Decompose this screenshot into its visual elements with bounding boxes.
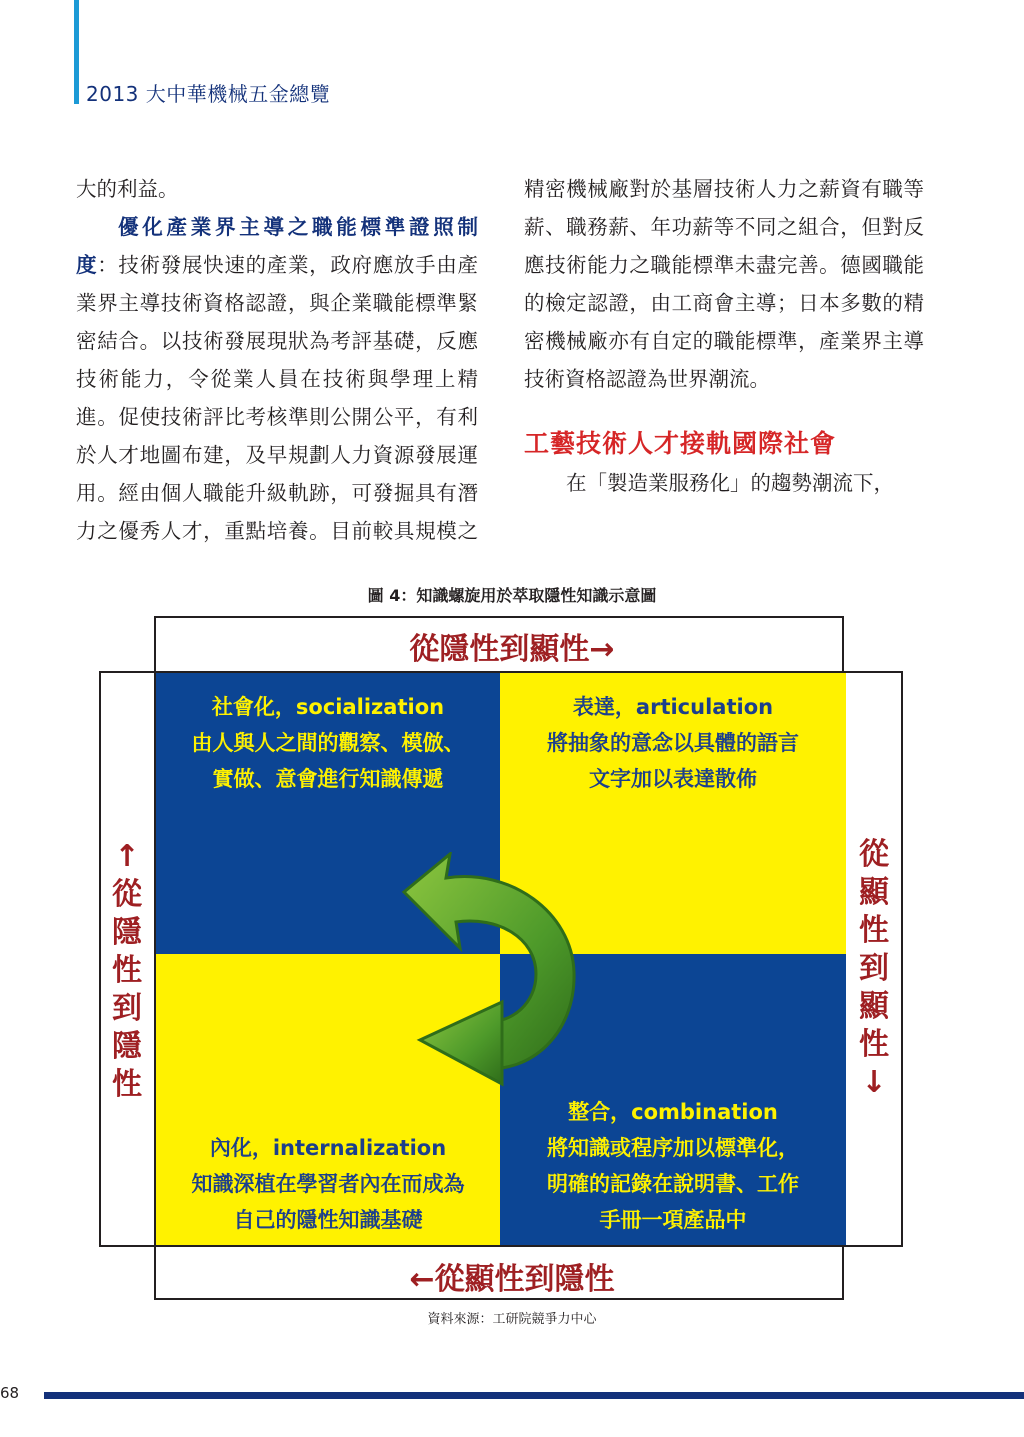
direction-char: 性: [112, 953, 142, 988]
quadrant-desc: 實做、意會進行知識傳遞: [212, 767, 444, 791]
text-line: 密機械廠亦有自定的職能標準，產業界主導: [524, 329, 924, 353]
section-heading: 工藝技術人才接軌國際社會: [524, 429, 837, 458]
text-line: 技術能力，令從業人員在技術與學理上精: [76, 367, 478, 391]
figure-source: 資料來源：工研院競爭力中心: [427, 1312, 597, 1327]
header-accent-bar: [74, 0, 79, 104]
subsection-heading: 優化產業界主導之職能標準證照制: [118, 215, 478, 239]
direction-char: 性: [859, 913, 889, 948]
direction-label-left: [102, 838, 152, 1104]
quadrant-desc: 知識深植在學習者內在而成為: [191, 1172, 465, 1196]
direction-char: 從: [112, 877, 142, 912]
footer-bar: [44, 1392, 1024, 1399]
direction-label-bottom: [0, 1254, 1024, 1298]
direction-char: 顯: [859, 989, 889, 1024]
text-line: 業界主導技術資格認證，與企業職能標準緊: [76, 291, 478, 315]
quadrant-label: 內化，internalization: [209, 1136, 447, 1160]
text-line: 的檢定認證，由工商會主導；日本多數的精: [524, 291, 924, 315]
arrow-down-icon: ↓: [861, 1065, 887, 1100]
running-header: 2013 大中華機械五金總覽: [86, 82, 331, 106]
direction-char: 性: [859, 1027, 889, 1062]
text-line: 大的利益。: [76, 177, 179, 201]
quadrant-desc: 文字加以表達散佈: [589, 767, 757, 791]
text-line: 技術資格認證為世界潮流。: [524, 367, 770, 391]
subsection-heading-end: 度: [76, 253, 98, 277]
text-line: 密結合。以技術發展現狀為考評基礎，反應: [76, 329, 478, 353]
text-line: 薪、職務薪、年功薪等不同之組合，但對反: [524, 215, 924, 239]
page-number: 68: [0, 1384, 20, 1402]
quadrant-desc: 將抽象的意念以具體的語言: [547, 731, 799, 755]
text-line: 在「製造業服務化」的趨勢潮流下，: [566, 471, 894, 495]
direction-char: 隱: [112, 915, 142, 950]
direction-char: 顯: [859, 875, 889, 910]
text-line: 應技術能力之職能標準未盡完善。德國職能: [524, 253, 924, 277]
quadrant-label: 整合，combination: [568, 1100, 778, 1124]
text-line: 精密機械廠對於基層技術人力之薪資有職等: [524, 177, 924, 201]
direction-char: 從: [859, 837, 889, 872]
quadrant-text-socialization: [156, 689, 500, 797]
direction-char: 性: [112, 1067, 142, 1102]
quadrant-desc: 由人與人之間的觀察、模倣、: [191, 731, 465, 755]
knowledge-spiral-arrow-icon: [390, 852, 600, 1092]
direction-label-right: [849, 836, 899, 1102]
text-line: [76, 246, 478, 284]
quadrant-text-articulation: [500, 689, 846, 797]
arrow-up-icon: ↑: [114, 839, 140, 874]
quadrant-text-combination: [500, 1094, 846, 1238]
direction-text: 從隱性到顯性: [409, 632, 590, 667]
text-line: 力之優秀人才，重點培養。目前較具規模之: [76, 519, 478, 543]
left-text-column: [76, 170, 478, 550]
direction-char: 到: [112, 991, 142, 1026]
direction-label-top: [0, 624, 1024, 668]
text-line-rest: ：技術發展快速的產業，政府應放手由產: [97, 253, 478, 277]
figure-caption: 圖 4：知識螺旋用於萃取隱性知識示意圖: [367, 586, 657, 605]
quadrant-desc: 明確的記錄在說明書、工作: [547, 1172, 799, 1196]
quadrant-desc: 將知識或程序加以標準化，: [547, 1136, 799, 1160]
arrow-right-icon: →: [589, 632, 615, 667]
arrow-left-icon: ←: [409, 1262, 435, 1297]
text-line: 用。經由個人職能升級軌跡，可發掘具有潛: [76, 481, 478, 505]
quadrant-text-internalization: [156, 1130, 500, 1238]
direction-char: 隱: [112, 1029, 142, 1064]
text-line: 進。促使技術評比考核準則公開公平，有利: [76, 405, 478, 429]
quadrant-desc: 自己的隱性知識基礎: [233, 1208, 423, 1232]
quadrant-desc: 手冊一項產品中: [599, 1208, 747, 1232]
quadrant-label: 社會化，socialization: [211, 695, 445, 719]
direction-text: 從顯性到隱性: [434, 1262, 615, 1297]
right-text-column: [524, 170, 924, 502]
text-line: 於人才地圖布建，及早規劃人力資源發展運: [76, 443, 478, 467]
direction-char: 到: [859, 951, 889, 986]
quadrant-label: 表達，articulation: [572, 695, 774, 719]
